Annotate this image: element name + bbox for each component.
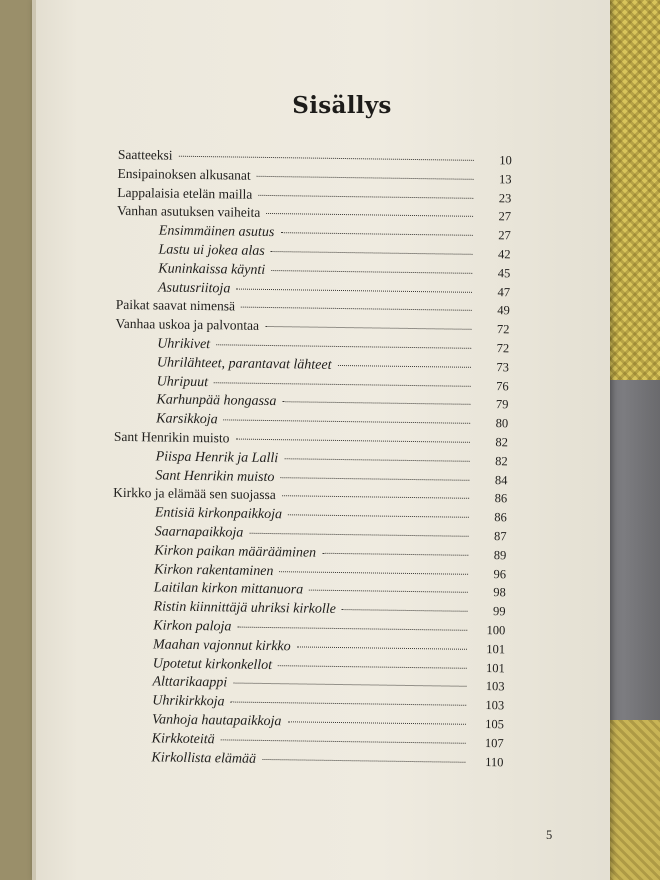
dot-leader bbox=[231, 702, 467, 706]
toc-entry-label: Uhrikirkkoja bbox=[152, 693, 225, 710]
toc-entry-label: Kirkon rakentaminen bbox=[153, 562, 274, 579]
dot-leader bbox=[288, 514, 469, 518]
toc-entry-page: 87 bbox=[493, 529, 507, 544]
toc-entry-label: Ensimmäinen asutus bbox=[158, 223, 275, 241]
dot-leader bbox=[280, 232, 472, 236]
toc-entry-label: Vanhoja hautapaikkoja bbox=[151, 712, 282, 730]
toc-entry-label: Uhrikivet bbox=[157, 336, 211, 353]
dot-leader bbox=[271, 270, 472, 274]
toc-entry-label: Laitilan kirkon mittanuora bbox=[153, 580, 304, 598]
toc-entry-page: 47 bbox=[497, 284, 511, 299]
toc-entry-label: Kirkon paikan määrääminen bbox=[154, 543, 317, 561]
dot-leader bbox=[279, 571, 468, 575]
toc-entry-label: Karsikkoja bbox=[156, 411, 218, 428]
toc-entry-page: 72 bbox=[496, 322, 510, 337]
toc-entry-label: Vanhan asutuksen vaiheita bbox=[116, 203, 261, 221]
dot-leader bbox=[338, 365, 471, 368]
toc-entry-label: Karhunpää hongassa bbox=[156, 392, 277, 410]
book-page bbox=[32, 0, 610, 880]
toc-entry-page: 86 bbox=[494, 510, 507, 525]
dot-leader bbox=[241, 307, 472, 311]
toc-entry-page: 110 bbox=[485, 754, 504, 769]
toc-entry-label: Kuninkaissa käynti bbox=[158, 261, 266, 278]
toc-entry-page: 49 bbox=[497, 303, 510, 318]
table-of-contents bbox=[23, 144, 652, 813]
dot-leader bbox=[179, 156, 474, 161]
toc-entry-label: Ensipainoksen alkusanat bbox=[117, 165, 251, 183]
toc-entry-label: Upotetut kirkonkellot bbox=[152, 656, 273, 673]
toc-entry-page: 103 bbox=[485, 698, 505, 713]
dot-leader bbox=[282, 496, 469, 500]
toc-entry-page: 45 bbox=[497, 265, 511, 281]
dot-leader bbox=[284, 458, 469, 462]
toc-entry-label: Vanhaa uskoa ja palvontaa bbox=[115, 316, 260, 334]
dot-leader bbox=[233, 683, 466, 687]
toc-entry-page: 84 bbox=[494, 472, 508, 487]
dot-leader bbox=[287, 721, 465, 724]
toc-entry-page: 99 bbox=[492, 604, 506, 619]
toc-entry-page: 101 bbox=[486, 641, 506, 657]
toc-entry-page: 73 bbox=[496, 359, 510, 375]
dot-leader bbox=[266, 213, 473, 217]
toc-entry-label: Lappalaisia etelän mailla bbox=[117, 184, 253, 202]
page-number: 5 bbox=[546, 828, 553, 842]
dot-leader bbox=[221, 739, 466, 743]
dot-leader bbox=[278, 665, 467, 669]
toc-entry-page: 82 bbox=[495, 435, 509, 450]
toc-entry-page: 103 bbox=[485, 679, 505, 694]
dot-leader bbox=[257, 176, 474, 180]
toc-entry-label: Sant Henrikin muisto bbox=[155, 468, 275, 485]
toc-entry-page: 72 bbox=[496, 341, 510, 356]
toc-entry-page: 13 bbox=[498, 171, 512, 187]
dot-leader bbox=[249, 533, 468, 537]
dot-leader bbox=[280, 477, 469, 481]
toc-entry-page: 79 bbox=[495, 397, 509, 412]
toc-entry-label: Sant Henrikin muisto bbox=[113, 428, 230, 446]
dot-leader bbox=[262, 759, 465, 763]
dot-leader bbox=[237, 627, 467, 631]
toc-entry-page: 96 bbox=[493, 566, 507, 581]
toc-entry-page: 82 bbox=[495, 453, 508, 469]
toc-entry-page: 86 bbox=[494, 491, 508, 506]
toc-entry-label: Saarnapaikkoja bbox=[154, 524, 244, 541]
toc-entry-label: Kirkon paloja bbox=[153, 618, 232, 635]
dot-leader bbox=[322, 553, 468, 556]
toc-entry-page: 80 bbox=[495, 416, 509, 431]
dot-leader bbox=[297, 646, 467, 649]
toc-entry-page: 76 bbox=[496, 378, 509, 393]
dot-leader bbox=[271, 251, 473, 255]
toc-entry-label: Maahan vajonnut kirkko bbox=[152, 637, 291, 655]
dot-leader bbox=[282, 402, 470, 406]
toc-entry-label: Kirkollista elämää bbox=[151, 749, 257, 767]
dot-leader bbox=[216, 344, 471, 349]
toc-entry-page: 98 bbox=[493, 585, 506, 600]
toc-entry-page: 100 bbox=[486, 623, 506, 638]
toc-entry-label: Piispa Henrik ja Lalli bbox=[155, 449, 279, 466]
toc-entry-label: Uhripuut bbox=[156, 374, 209, 390]
dot-leader bbox=[258, 194, 473, 198]
toc-entry-label: Paikat saavat nimensä bbox=[115, 297, 236, 314]
page-title: Sisällys bbox=[292, 92, 392, 119]
toc-entry-page: 27 bbox=[498, 228, 511, 243]
toc-entry-label: Ristin kiinnittäjä uhriksi kirkolle bbox=[153, 599, 337, 618]
dot-leader bbox=[265, 326, 471, 330]
toc-entry-page: 10 bbox=[499, 153, 512, 168]
toc-entry-label: Saatteeksi bbox=[117, 146, 173, 163]
toc-entry-page: 27 bbox=[498, 209, 512, 224]
toc-entry-label: Lastu ui jokea alas bbox=[158, 242, 265, 259]
toc-entry bbox=[151, 747, 503, 772]
dot-leader bbox=[214, 382, 471, 387]
dot-leader bbox=[342, 609, 468, 612]
toc-entry-page: 107 bbox=[484, 735, 504, 751]
dot-leader bbox=[236, 288, 472, 292]
dot-leader bbox=[224, 420, 471, 424]
dot-leader bbox=[235, 439, 469, 443]
toc-entry-page: 42 bbox=[497, 247, 511, 262]
toc-entry-page: 101 bbox=[485, 660, 505, 675]
toc-entry-page: 23 bbox=[498, 190, 512, 205]
toc-entry-label: Kirkko ja elämää sen suojassa bbox=[113, 485, 276, 503]
toc-entry-label: Uhrilähteet, parantavat lähteet bbox=[156, 355, 332, 373]
toc-entry-label: Asutusriitoja bbox=[157, 280, 231, 297]
toc-entry-page: 89 bbox=[493, 547, 507, 563]
dot-leader bbox=[309, 590, 468, 593]
toc-entry-label: Kirkkoteitä bbox=[151, 731, 215, 748]
toc-entry-page: 105 bbox=[485, 717, 505, 732]
toc-entry-label: Entisiä kirkonpaikkoja bbox=[154, 505, 283, 523]
toc-entry-label: Alttarikaappi bbox=[152, 674, 228, 691]
